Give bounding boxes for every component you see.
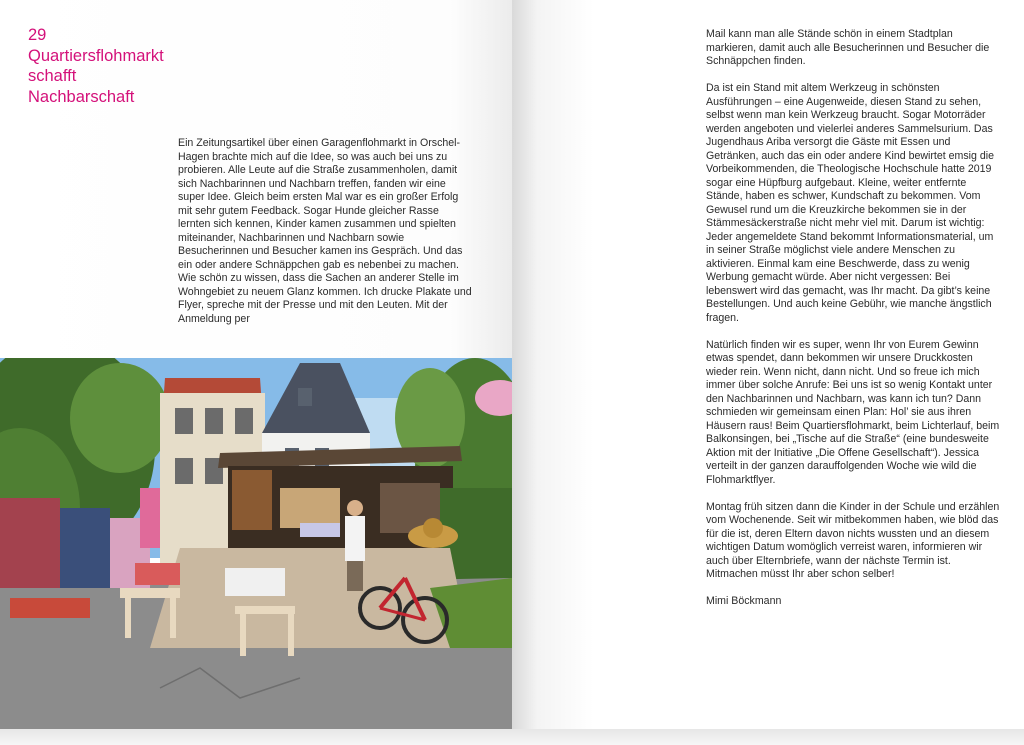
signature: Mimi Böckmann <box>706 595 782 607</box>
page-shadow <box>0 729 1024 745</box>
right-column <box>706 28 1004 622</box>
paragraph-2: Da ist ein Stand mit altem Werkzeug in schönsten Ausführungen – eine Augenweide, diesen Stand zu sehen, selbst wenn man kein Werkzeug braucht. Sogar Motorräder werden angeboten und vielerlei anderes Sammelsurium. Das Jugendhaus Ariba versorgt die Gäste mit Essen und Getränken, auch das ein oder andere Kind bewirtet emsig die Vorbeikommenden, die Theologische Hochschule hatte 2019 sogar eine Hüpfburg aufgebaut. Kleine, weiter entfernte Stände, haben es schwer, Kundschaft zu bekommen. Vom Gewusel rund um die Kreuzkirche bekommen sie in der Stämmesäckerstraße nicht mehr viel mit. Darum ist wichtig: Jeder angemeldete Stand bekommt Informationsmaterial, um in seiner Straße möglichst viele andere Menschen zu aktivieren. Einmal kam eine Beschwerde, dass zu wenig Werbung gemacht würde. Aber nicht vergessen: Bei lebenswert wird das gemacht, was Ihr macht. Da gibt’s keine Bestellungen. Und auch keine Gebühr, wie manche ängstlich fragen. <box>706 82 994 324</box>
heading-line-2: schafft <box>28 67 77 85</box>
intro-paragraph: Ein Zeitungsartikel über einen Garagenflohmarkt in Orschel-Hagen brachte mich auf die Idee, so was auch bei uns zu probieren. Alle Leute auf die Straße zusammenholen, damit sich Nachbarinnen und Nachbarn treffen, fanden wir eine super Idee. Gleich beim ersten Mal war es ein großer Erfolg mit sehr gutem Feedback. Sogar Hunde gleicher Rasse lernten sich kennen, Kinder kamen zusammen und spielten miteinander, Nachbarinnen und Nachbarn sowie Besucherinnen und Besucher kamen ins Gespräch. Und das ein oder andere Schnäppchen gab es nebenbei zu machen. Wie schön zu wissen, dass die Sachen an anderer Stelle im Wohngebiet zu neuem Glanz kommen. Ich drucke Plakate und Flyer, spreche mit der Presse und mit den Leuten. Mit der Anmeldung per <box>178 137 472 325</box>
paragraph-1: Mail kann man alle Stände schön in einem Stadtplan markieren, damit auch alle Besucherinnen und Besucher die Schnäppchen finden. <box>706 28 990 67</box>
article-number: 29 <box>28 26 47 44</box>
paragraph-3: Natürlich finden wir es super, wenn Ihr von Eurem Gewinn etwas spendet, dann bekommen wir unsere Druckkosten wieder rein. Wenn nicht, dann nicht. Und so freue ich mich immer über solche Anrufe: Bei uns ist so wenig Kontakt unter den Nachbarinnen und Nachbarn, was kann ich tun? Dann schmieden wir gemeinsam einen Plan: Hol’ sie aus ihren Häusern raus! Beim Quartiersflohmarkt, beim Lichterlauf, beim Balkonsingen, bei „Tische auf die Straße“ (eine bundesweite Aktion mit der Initiative „Die Offene Gesellschaft“). Jessica verteilt in der ganzen darauffolgenden Woche wie wild die Flohmarktflyer. <box>706 338 1000 486</box>
heading-line-1: Quartiersflohmarkt <box>28 46 164 65</box>
flea-market-photo <box>0 358 512 729</box>
paragraph-4: Montag früh sitzen dann die Kinder in der Schule und erzählen vom Wochenende. Seit wir mitbekommen haben, wie blöd das für die ist, deren Eltern davon nichts wussten und an diesem wichtigen Datum womöglich verreist waren, informieren wir auch über Elternbriefe, wann der nächste Termin ist. Mitmachen müsst Ihr aber schon selber! <box>706 500 1000 580</box>
left-page <box>0 0 512 729</box>
heading-line-3: Nachbarschaft <box>28 87 135 106</box>
article-heading <box>28 25 164 107</box>
